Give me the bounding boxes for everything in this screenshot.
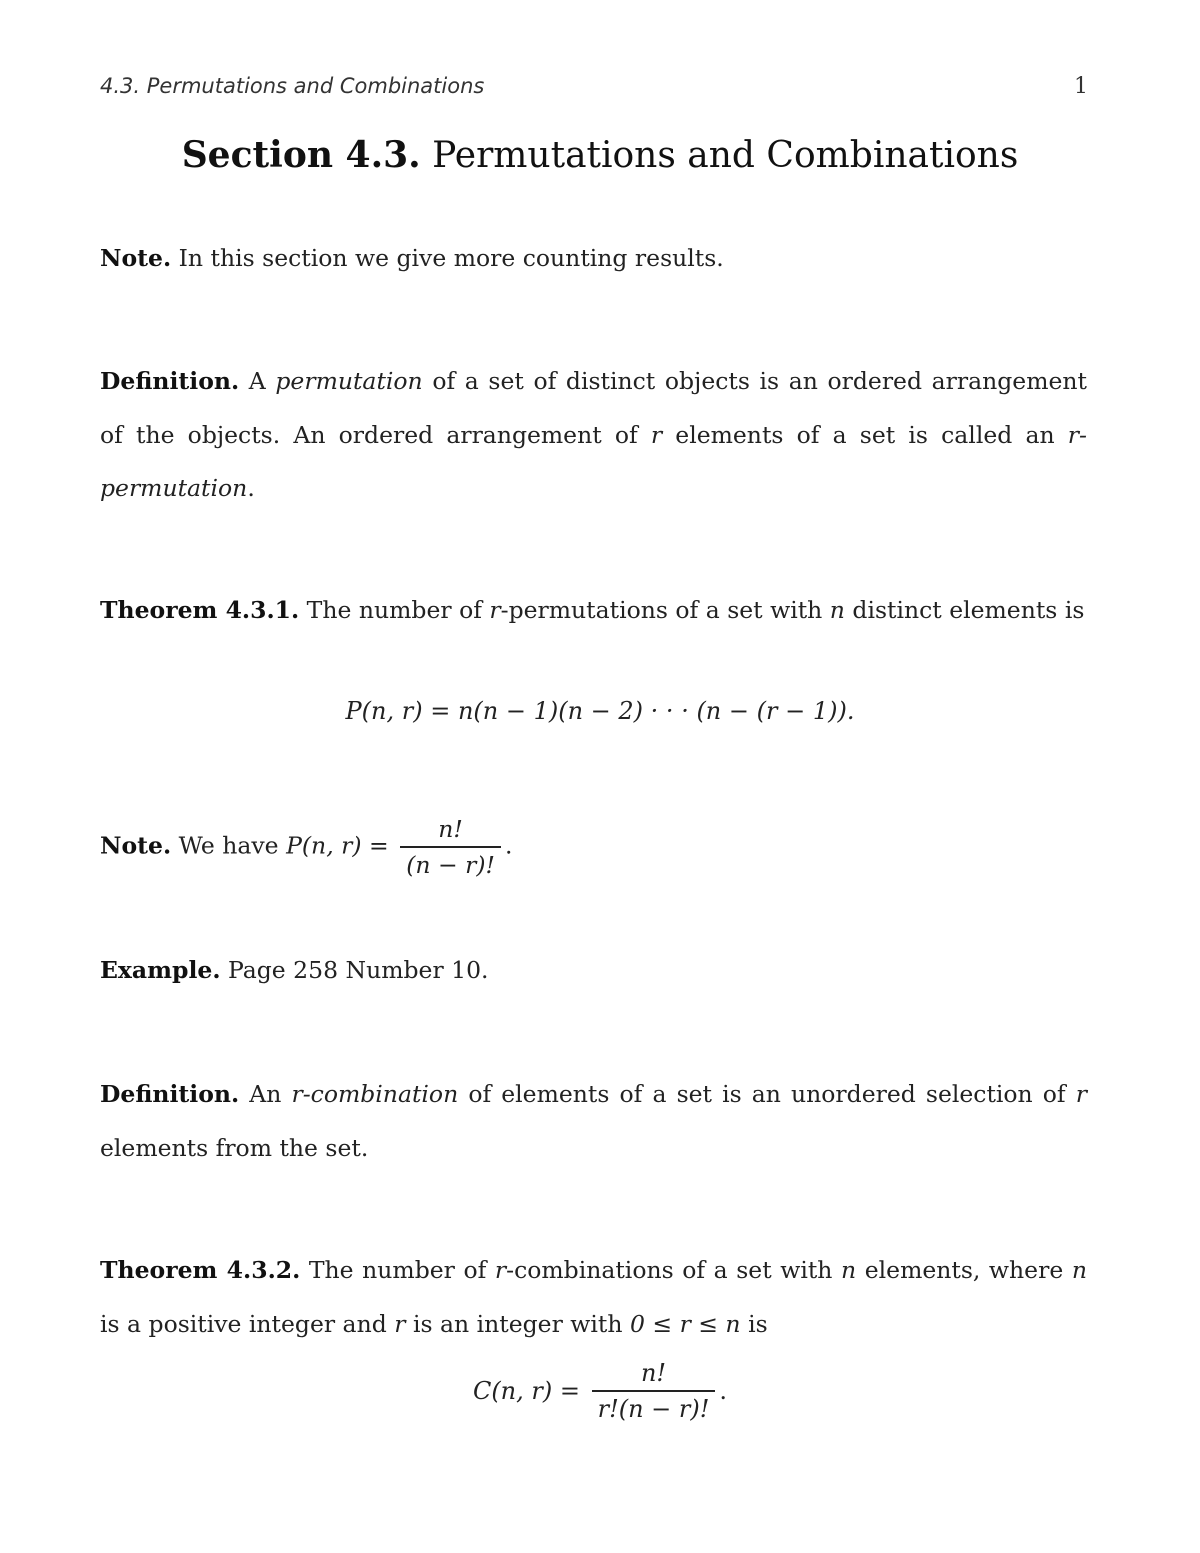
note-label: Note. — [100, 831, 172, 860]
formula-tail: . — [719, 1377, 728, 1405]
example-paragraph — [100, 944, 1087, 998]
definition-text: . — [247, 474, 255, 502]
theorem-text: The number of — [308, 1256, 487, 1284]
theorem-text: The number of — [306, 596, 482, 624]
fraction-numerator: n! — [640, 1359, 667, 1387]
fraction-denominator: (n − r)! — [400, 846, 501, 882]
inequality: 0 ≤ r ≤ n — [629, 1309, 741, 1338]
math-variable-r: r — [394, 1309, 406, 1338]
definition-r-combination — [100, 1068, 1087, 1175]
theorem-text: distinct elements is — [852, 596, 1085, 624]
term-r-combination: r-combination — [291, 1080, 459, 1108]
fraction — [400, 812, 501, 882]
definition-text: of a set of distinct objects is an ordered arrangement of the objects. An ordered arrangement of — [100, 367, 1087, 449]
term-r-permutation: r-permutation — [100, 420, 1087, 502]
theorem-text: is — [748, 1309, 768, 1338]
theorem-text: elements, where — [864, 1256, 1064, 1284]
example-text: Page 258 Number 10. — [228, 956, 489, 984]
permutation-formula — [0, 697, 1200, 725]
formula-lhs: C(n, r) = — [472, 1377, 580, 1405]
term-permutation: permutation — [275, 367, 423, 395]
fraction — [592, 1356, 716, 1426]
theorem-label: Theorem 4.3.2. — [100, 1256, 301, 1284]
running-header-title: 4.3. Permutations and Combinations — [100, 74, 485, 98]
theorem-4-3-2 — [100, 1244, 1087, 1351]
definition-label: Definition. — [100, 1080, 240, 1108]
fraction-numerator: n! — [438, 815, 463, 843]
definition-text: An — [249, 1080, 282, 1108]
definition-text: elements of a set is called an — [675, 420, 1055, 449]
math-variable-n: n — [841, 1256, 857, 1284]
section-title-text: Permutations and Combinations — [432, 135, 1019, 176]
example-label: Example. — [100, 956, 221, 984]
math-variable-n: n — [829, 596, 845, 624]
note-label: Note. — [100, 244, 172, 272]
math-variable-r: r — [650, 420, 663, 449]
note-paragraph-2 — [100, 812, 1087, 882]
theorem-text: -permutations of a set with — [500, 596, 823, 624]
definition-permutation — [100, 355, 1087, 516]
formula-lhs: P(n, r) = — [286, 831, 389, 860]
theorem-text: -combinations of a set with — [506, 1256, 833, 1284]
definition-text: of elements of a set is an unordered selection of — [468, 1080, 1066, 1108]
note-paragraph-1 — [100, 232, 1087, 286]
note-text: In this section we give more counting results. — [178, 244, 724, 272]
math-variable-n: n — [1071, 1256, 1087, 1284]
page-number: 1 — [1074, 74, 1088, 99]
note-text: We have — [178, 831, 279, 860]
theorem-text: is a positive integer and — [100, 1309, 387, 1338]
definition-label: Definition. — [100, 367, 240, 395]
math-variable-r: r — [489, 596, 501, 624]
theorem-label: Theorem 4.3.1. — [100, 596, 300, 624]
definition-text: elements from the set. — [100, 1133, 369, 1162]
section-title-label: Section 4.3. — [181, 134, 421, 176]
formula-text: P(n, r) = n(n − 1)(n − 2) · · · (n − (r − 1)). — [345, 697, 855, 725]
section-title — [0, 134, 1200, 176]
combination-formula — [0, 1356, 1200, 1426]
theorem-4-3-1 — [100, 584, 1087, 638]
definition-text: A — [248, 367, 266, 395]
formula-tail: . — [504, 831, 513, 860]
math-variable-r: r — [1075, 1080, 1087, 1108]
fraction-denominator: r!(n − r)! — [592, 1390, 716, 1426]
math-variable-r: r — [494, 1256, 507, 1284]
theorem-text: is an integer with — [412, 1309, 623, 1338]
